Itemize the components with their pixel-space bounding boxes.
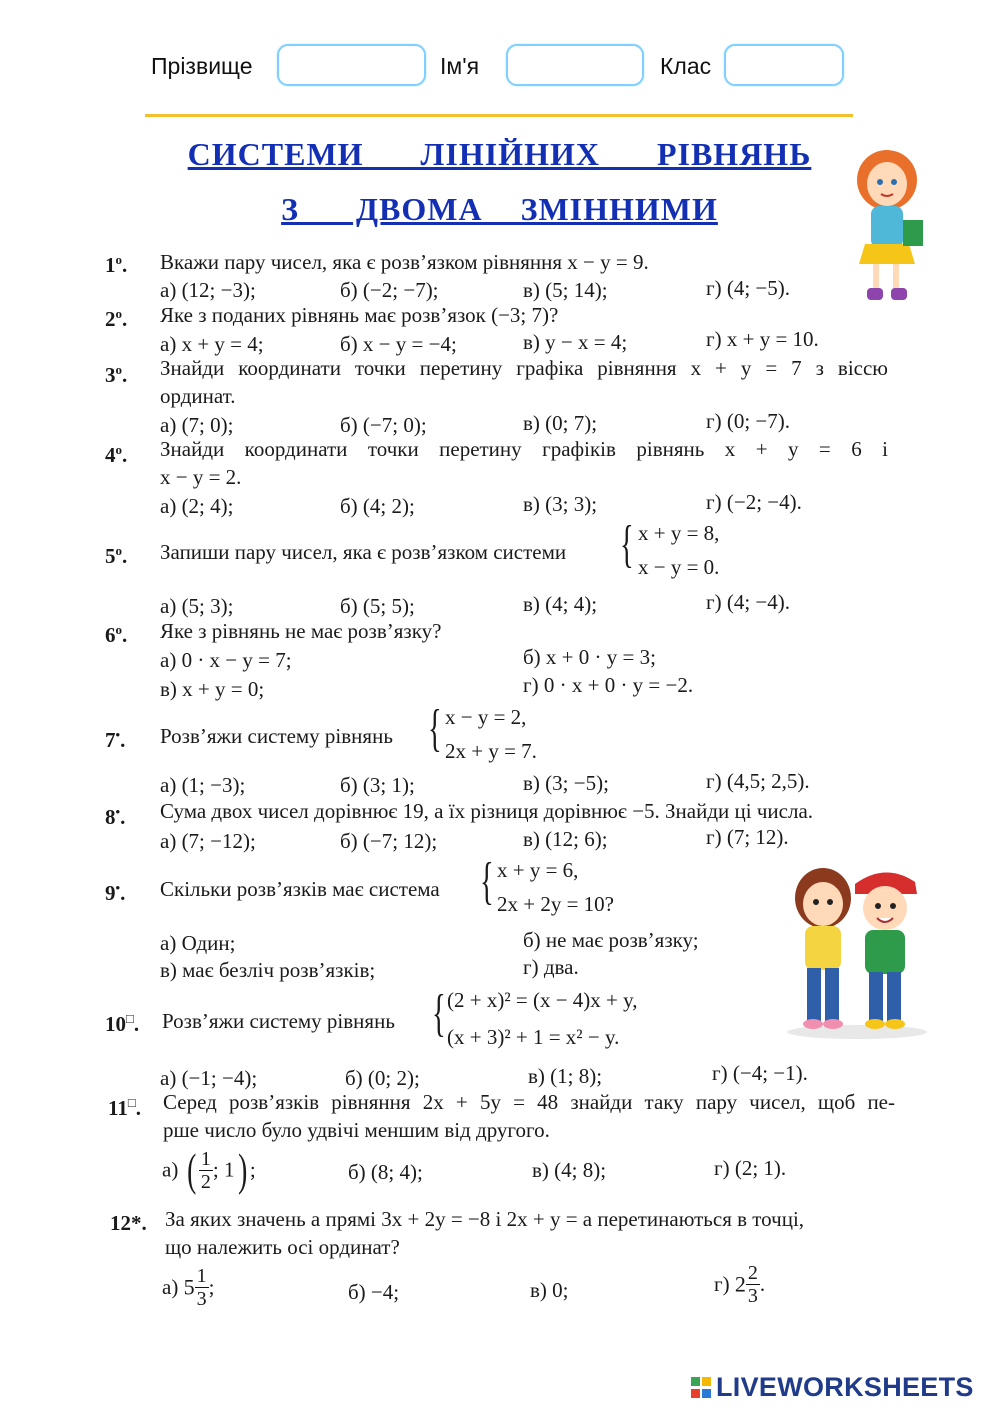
option-v[interactable]: в) (0; 7); — [523, 411, 598, 435]
name-label: Ім'я — [440, 53, 480, 79]
system-brace: { — [620, 516, 634, 573]
option-a[interactable]: а) x + y = 4; — [160, 332, 264, 356]
option-v[interactable]: в) (5; 14); — [523, 278, 608, 302]
fraction: $\frac{1}{2}$ — [200, 1147, 211, 1193]
option-a[interactable]: а) (5; 3); — [160, 594, 234, 618]
option-a[interactable]: а) (7; 0); — [160, 413, 234, 437]
option-v[interactable]: в) (4; 8); — [532, 1158, 607, 1182]
header-divider — [145, 114, 853, 117]
option-b[interactable]: б) (−2; −7); — [340, 278, 439, 302]
option-g[interactable]: г) 2 $\frac{2}{3}$ . — [714, 1262, 766, 1307]
option-a[interactable]: а) 0 · x − y = 7; — [160, 648, 292, 672]
option-g[interactable]: г) (−2; −4). — [706, 490, 802, 514]
option-v[interactable]: в) має безліч розв’язків; — [160, 958, 376, 982]
question-number: $6^о$. — [105, 622, 128, 647]
option-v[interactable]: в) (12; 6); — [523, 827, 608, 851]
option-v[interactable]: в) (3; −5); — [523, 771, 609, 795]
option-g[interactable]: г) два. — [523, 955, 579, 979]
option-a[interactable]: а) (7; −12); — [160, 829, 256, 853]
option-a[interactable]: а) 5 $\frac{1}{3}$ ; — [162, 1265, 215, 1310]
system-eq1: x + y = 6, — [497, 858, 579, 882]
class-label: Клас — [660, 53, 712, 79]
option-g[interactable]: г) (7; 12). — [706, 825, 789, 849]
question-text-cont: рше число було удвічі меншим від другого. — [163, 1118, 550, 1142]
system-eq2: x − y = 0. — [638, 555, 720, 579]
option-b[interactable]: б) (5; 5); — [340, 594, 415, 618]
question-number: 10□. — [105, 1011, 140, 1036]
option-a[interactable]: а) (1; −3); — [160, 773, 246, 797]
question-number: $3^о$. — [105, 362, 128, 387]
question-text: Вкажи пару чисел, яка є розв’язком рівняння x − y = 9. — [160, 250, 649, 274]
option-g[interactable]: г) (−4; −1). — [712, 1061, 808, 1085]
surname-input[interactable] — [277, 44, 426, 86]
system-eq1: x + y = 8, — [638, 521, 720, 545]
option-b[interactable]: б) (−7; 0); — [340, 413, 427, 437]
question-number: 9•. — [105, 880, 126, 905]
option-b[interactable]: б) (4; 2); — [340, 494, 415, 518]
fraction: $\frac{1}{3}$ — [196, 1265, 207, 1310]
question-text: Сума двох чисел дорівнює 19, а їх різниця дорівнює −5. Знайди ці числа. — [160, 799, 814, 823]
name-input[interactable] — [506, 44, 644, 86]
option-v[interactable]: в) 0; — [530, 1278, 569, 1302]
option-b[interactable]: б) (3; 1); — [340, 773, 415, 797]
option-g[interactable]: г) (4; −4). — [706, 590, 791, 614]
question-text: Знайди координати точки перетину графіків рівнянь x + y = 6 і — [160, 437, 888, 461]
class-input[interactable] — [724, 44, 844, 86]
option-b[interactable]: б) −4; — [348, 1280, 400, 1304]
question-text: Розв’яжи систему рівнянь — [162, 1009, 395, 1033]
system-brace: { — [480, 853, 494, 910]
question-number: 11□. — [108, 1095, 141, 1120]
system-brace: { — [432, 985, 446, 1042]
liveworksheets-logo-icon — [690, 1375, 712, 1401]
question-number: $4^о$. — [105, 442, 128, 467]
question-text: Яке з рівнянь не має розв’язку? — [160, 619, 442, 643]
question-text: Яке з поданих рівнянь має розв’язок (−3; 7)? — [160, 303, 559, 327]
option-a[interactable]: а) (2; 4); — [160, 494, 234, 518]
fraction: $\frac{2}{3}$ — [747, 1262, 758, 1307]
option-v[interactable]: в) (4; 4); — [523, 592, 598, 616]
option-g[interactable]: г) (4; −5). — [706, 276, 791, 300]
option-g[interactable]: г) (4,5; 2,5). — [706, 769, 810, 793]
option-a[interactable]: а) ( $\frac{1}{2}$ ; 1) ; — [162, 1144, 256, 1195]
option-b[interactable]: б) (0; 2); — [345, 1066, 420, 1090]
option-b[interactable]: б) (−7; 12); — [340, 829, 438, 853]
option-a[interactable]: а) (−1; −4); — [160, 1066, 258, 1090]
option-v[interactable]: в) (3; 3); — [523, 492, 598, 516]
option-v[interactable]: в) (1; 8); — [528, 1064, 603, 1088]
liveworksheets-brand: LIVEWORKSHEETS — [716, 1372, 974, 1402]
option-g[interactable]: г) 0 · x + 0 · y = −2. — [523, 673, 694, 697]
option-b[interactable]: б) не має розв’язку; — [523, 928, 699, 952]
question-number: $2^о$. — [105, 306, 128, 331]
option-v[interactable]: в) x + y = 0; — [160, 677, 265, 701]
system-eq1: (2 + x)² = (x − 4)x + y, — [447, 988, 638, 1012]
surname-label: Прізвище — [151, 53, 253, 79]
system-eq2: 2x + y = 7. — [445, 739, 537, 763]
question-number: $1^о$. — [105, 252, 128, 277]
question-text: Запиши пару чисел, яка є розв’язком системи — [160, 540, 567, 564]
question-number: 12*. — [110, 1211, 147, 1235]
option-b[interactable]: б) x − y = −4; — [340, 332, 457, 356]
question-text: Знайди координати точки перетину графіка рівняння x + y = 7 з віссю — [160, 356, 888, 380]
system-brace: { — [428, 700, 442, 757]
option-b[interactable]: б) (8; 4); — [348, 1160, 423, 1184]
option-a[interactable]: а) (12; −3); — [160, 278, 256, 302]
question-text: Розв’яжи систему рівнянь — [160, 724, 393, 748]
option-b[interactable]: б) x + 0 · y = 3; — [523, 645, 656, 669]
option-g[interactable]: г) x + y = 10. — [706, 327, 819, 351]
system-eq2: 2x + 2y = 10? — [497, 892, 615, 916]
question-number: 7•. — [105, 727, 126, 752]
question-number: $5^о$. — [105, 543, 128, 568]
system-eq2: (x + 3)² + 1 = x² − y. — [447, 1025, 620, 1049]
girl-illustration — [845, 140, 935, 310]
question-text-cont: x − y = 2. — [160, 465, 242, 489]
system-eq1: x − y = 2, — [445, 705, 527, 729]
page-title: СИСТЕМИ ЛІНІЙНИХ РІВНЯНЬ — [187, 136, 812, 172]
question-text: За яких значень a прямі 3x + 2y = −8 і 2x + y = a перетинаються в точці, — [165, 1207, 805, 1231]
option-v[interactable]: в) y − x = 4; — [523, 330, 628, 354]
question-text: Серед розв’язків рівняння 2x + 5y = 48 знайди таку пару чисел, щоб пе- — [163, 1090, 895, 1114]
page-subtitle: З ДВОМА ЗМІННИМИ — [281, 191, 718, 227]
question-text-cont: що належить осі ординат? — [165, 1235, 400, 1259]
kids-illustration — [785, 860, 930, 1040]
option-a[interactable]: а) Один; — [160, 931, 236, 955]
question-number: 8•. — [105, 804, 126, 829]
option-g[interactable]: г) (0; −7). — [706, 409, 791, 433]
question-text-cont: ординат. — [160, 384, 236, 408]
option-g[interactable]: г) (2; 1). — [714, 1156, 787, 1180]
question-text: Скільки розв’язків має система — [160, 877, 440, 901]
